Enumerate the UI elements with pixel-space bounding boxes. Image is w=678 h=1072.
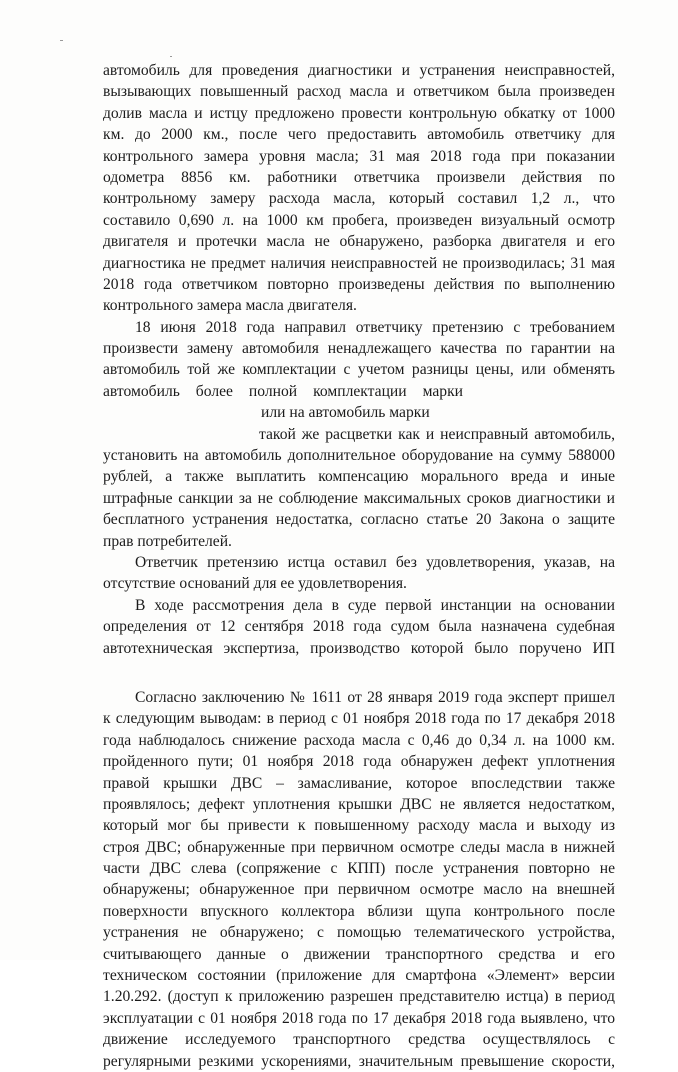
text-line: одометра 8856 км. работники ответчика произвели действия по — [103, 168, 615, 186]
text-line: прав потребителей. — [103, 532, 232, 550]
text-line: контрольного замера уровня масла; 31 мая 2018 года при показании — [103, 147, 615, 165]
text-line: Согласно заключению № 1611 от 28 января 2019 года эксперт пришел — [135, 688, 615, 706]
text-line: установить на автомобиль дополнительное оборудование на сумму 588000 — [103, 447, 615, 465]
text-line: техническом состоянии (приложение для смартфона «Элемент» версии — [103, 967, 615, 985]
text-line: км. до 2000 км., после чего предоставить автомобиль ответчику для — [103, 126, 615, 144]
text-line: поверхности впускного коллектора вблизи щупа контрольного после — [103, 902, 615, 920]
paragraph — [103, 687, 615, 1072]
text-line: года наблюдалось снижение расхода масла с 0,46 до 0,34 л. на 1000 км. — [103, 731, 615, 749]
text-line: части ДВС слева (сопряжение с КПП) после устранения повторно не — [103, 860, 615, 878]
paragraph — [103, 552, 615, 595]
text-line: двигателя и протечки масла не обнаружено, разборка двигателя и его — [103, 233, 615, 251]
text-line: автомобиль более полной комплектации марки — [103, 382, 463, 400]
text-line: регулярными резкими ускорениями, значительным превышение скорости, — [103, 1052, 615, 1070]
scan-speck — [60, 40, 63, 41]
text-line: строя ДВС; обнаруженные при первичном осмотре следы масла в нижней — [103, 838, 615, 856]
text-line: обнаружены; обнаруженное при первичном осмотре масло на внешней — [103, 881, 615, 899]
text-line: определения от 12 сентября 2018 года судом была назначена судебная — [103, 618, 615, 636]
text-line: штрафные санкции за не соблюдение максимальных сроков диагностики и — [103, 489, 615, 507]
text-line: который мог бы привести к повышенному расходу масла и выходу из — [103, 817, 615, 835]
scan-speck — [170, 56, 172, 57]
paragraph-gap — [103, 659, 615, 687]
text-line: автомобиль для проведения диагностики и устранения неисправностей, — [103, 62, 615, 79]
text-line: составило 0,690 л. на 1000 км пробега, произведен визуальный осмотр — [103, 211, 615, 229]
text-line: такой же расцветки как и неисправный автомобиль, — [259, 425, 615, 443]
text-line: Ответчик претензию истца оставил без удовлетворения, указав, на — [135, 553, 615, 571]
paragraph — [103, 595, 615, 659]
text-line: В ходе рассмотрения дела в суде первой инстанции на основании — [135, 596, 615, 614]
text-line: диагностика не предмет наличия неисправностей не производилась; 31 мая — [103, 254, 615, 272]
text-line: бесплатного устранения недостатка, согласно статье 20 Закона о защите — [103, 511, 615, 529]
text-line: правой крышки ДВС – замасливание, которое впоследствии также — [103, 774, 615, 792]
text-line: 18 июня 2018 года направил ответчику претензию с требованием — [135, 318, 615, 336]
text-line: к следующим выводам: в период с 01 ноября 2018 года по 17 декабря 2018 — [103, 710, 615, 728]
text-line: пройденного пути; 01 ноября 2018 года обнаружен дефект уплотнения — [103, 753, 615, 771]
text-line: рублей, а также выплатить компенсацию морального вреда и иные — [103, 468, 615, 486]
text-line: эксплуатации с 01 ноября 2018 года по 17 декабря 2018 года выявлено, что — [103, 1009, 615, 1027]
text-line: автомобиль той же комплектации с учетом разницы цены, или обменять — [103, 361, 615, 379]
text-line: проявлялось; дефект уплотнения крышки ДВС не является недостатком, — [103, 795, 615, 813]
text-line: 1.20.292. (доступ к приложению разрешен представителю истца) в период — [103, 988, 615, 1006]
text-line: автотехническая экспертиза, производство которой было поручено ИП — [103, 639, 615, 657]
text-line: контрольному замеру расхода масла, который составил 1,2 л., что — [103, 190, 615, 208]
text-line: считывающего данные о движении транспортного средства и его — [103, 945, 615, 963]
paragraph — [103, 317, 615, 552]
text-line: долив масла и истцу предложено провести контрольную обкатку от 1000 — [103, 104, 615, 122]
text-line: или на автомобиль марки — [261, 404, 430, 422]
text-line: отсутствие оснований для ее удовлетворения. — [103, 575, 407, 593]
text-line: вызывающих повышенный расход масла и ответчиком была произведен — [103, 83, 615, 101]
text-line: движение исследуемого транспортного средства осуществлялось с — [103, 1031, 615, 1049]
text-line: произвести замену автомобиля ненадлежащего качества по гарантии на — [103, 340, 615, 358]
paragraph — [103, 60, 615, 317]
text-line: 2018 года ответчиком повторно произведены действия по выполнению — [103, 275, 615, 293]
text-line: устранения не обнаружено; с помощью телематического устройства, — [103, 924, 615, 942]
document-body — [103, 60, 615, 1072]
text-line: контрольного замера масла двигателя. — [103, 297, 357, 315]
